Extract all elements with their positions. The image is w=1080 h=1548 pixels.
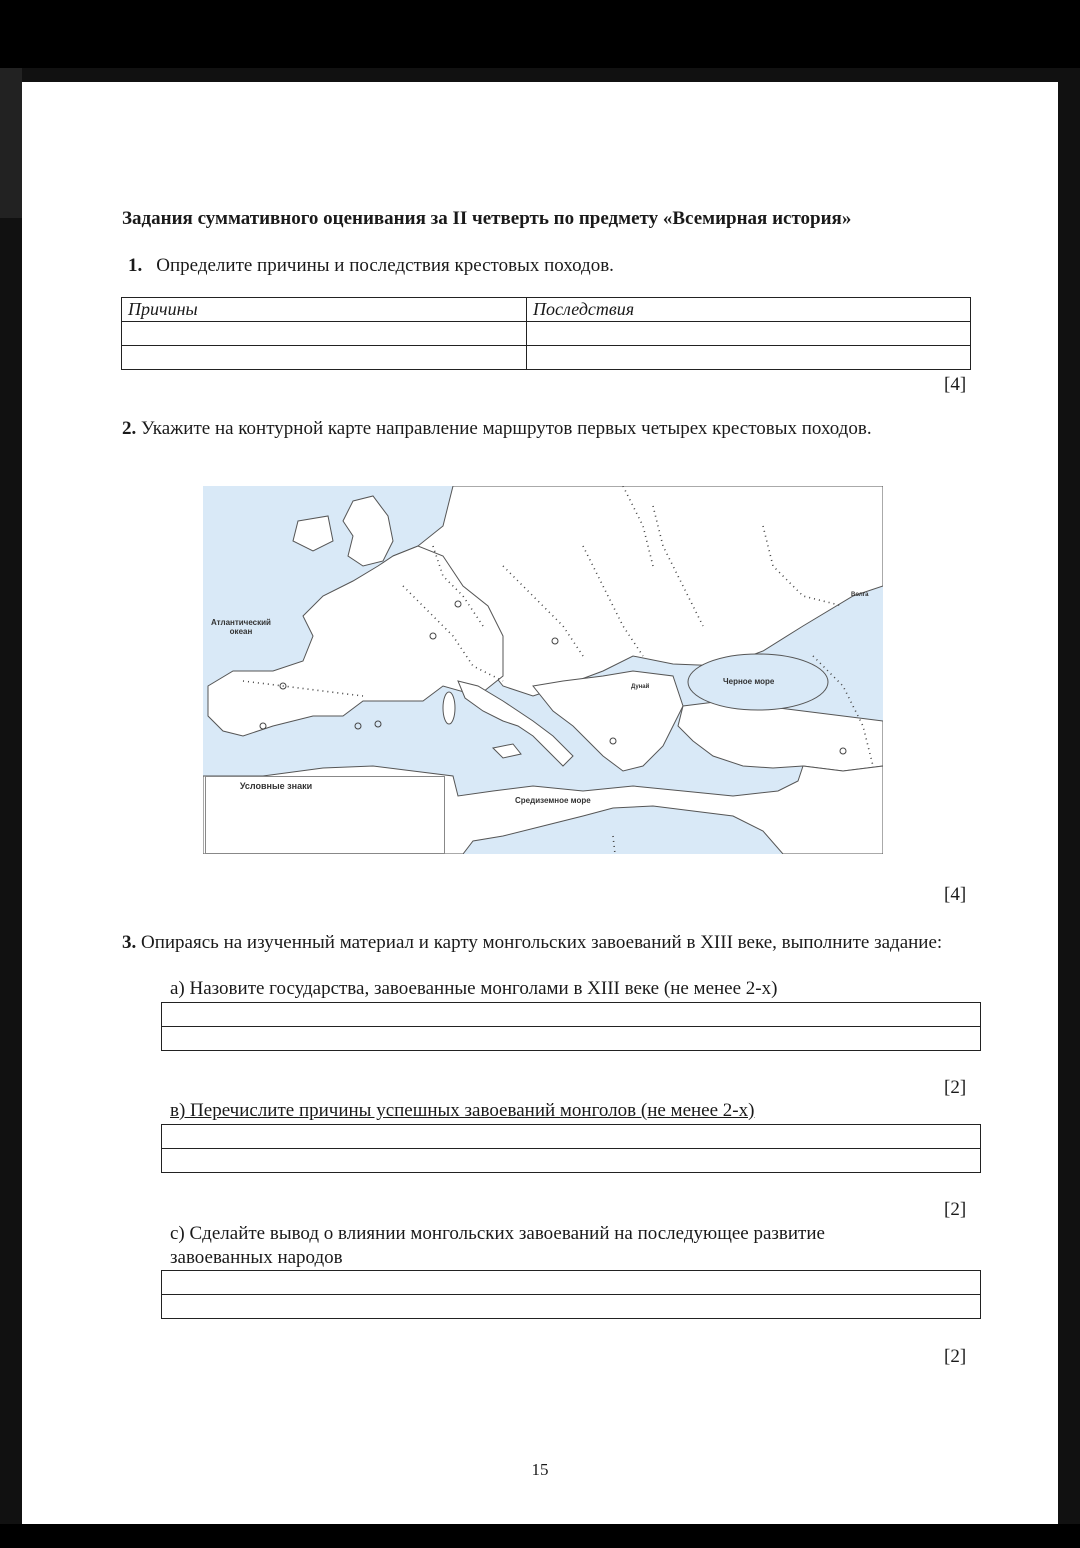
answer-line[interactable] [162, 1149, 981, 1173]
question-2-text: Укажите на контурной карте направление маршрутов первых четырех крестовых походов. [141, 418, 872, 439]
question-3a-points: [2] [944, 1077, 967, 1098]
page-title: Задания суммативного оценивания за II четверть по предмету «Всемирная история» [122, 208, 852, 229]
question-3c-text-line2: завоеванных народов [170, 1247, 343, 1268]
question-3b-text: в) Перечислите причины успешных завоеваний монголов (не менее 2-х) [170, 1100, 755, 1121]
answer-line[interactable] [162, 1271, 981, 1295]
answer-cell[interactable] [527, 322, 971, 346]
label-black-sea: Черное море [723, 677, 775, 686]
question-1-text: Определите причины и последствия крестовых походов. [156, 255, 614, 276]
causes-consequences-table [121, 297, 971, 370]
answer-cell[interactable] [122, 346, 527, 370]
answer-line[interactable] [162, 1027, 981, 1051]
label-mediterranean-sea: Средиземное море [515, 796, 591, 805]
question-3a-text: а) Назовите государства, завоеванные монголами в XIII веке (не менее 2-х) [170, 978, 778, 999]
question-3-text: Опираясь на изученный материал и карту монгольских завоеваний в XIII веке, выполните задание: [141, 932, 943, 953]
answer-cell[interactable] [527, 346, 971, 370]
question-1-number: 1. [128, 255, 143, 276]
question-3c-text-line1: с) Сделайте вывод о влиянии монгольских завоеваний на последующее развитие [170, 1223, 825, 1244]
answer-line[interactable] [162, 1003, 981, 1027]
top-black-bar [0, 0, 1080, 68]
map-legend-title: Условные знаки [239, 781, 313, 791]
question-3b-points: [2] [944, 1199, 967, 1220]
map-legend-box[interactable] [205, 776, 445, 854]
contour-map [203, 486, 883, 854]
label-atlantic-ocean: Атлантический океан [211, 618, 271, 636]
bottom-black-bar [0, 1524, 1080, 1548]
question-3c-points: [2] [944, 1346, 967, 1367]
question-1-points: [4] [944, 374, 967, 395]
header-causes: Причины [122, 298, 527, 322]
answer-line[interactable] [162, 1125, 981, 1149]
answer-cell[interactable] [122, 322, 527, 346]
label-volga: Волга [851, 592, 869, 598]
question-2 [122, 418, 872, 440]
label-danube: Дунай [631, 684, 650, 690]
question-3-number: 3. [122, 932, 137, 953]
answer-line[interactable] [162, 1295, 981, 1319]
document-page [22, 82, 1058, 1524]
question-2-points: [4] [944, 884, 967, 905]
header-consequences: Последствия [527, 298, 971, 322]
question-3c-answer-table [161, 1270, 981, 1319]
question-3a-answer-table [161, 1002, 981, 1051]
question-1 [128, 255, 614, 277]
question-2-number: 2. [122, 418, 137, 439]
left-dark-edge [0, 68, 22, 218]
question-3b-answer-table [161, 1124, 981, 1173]
page-number: 15 [531, 1460, 549, 1479]
question-3 [122, 932, 982, 954]
map-island-sardinia [443, 692, 455, 724]
